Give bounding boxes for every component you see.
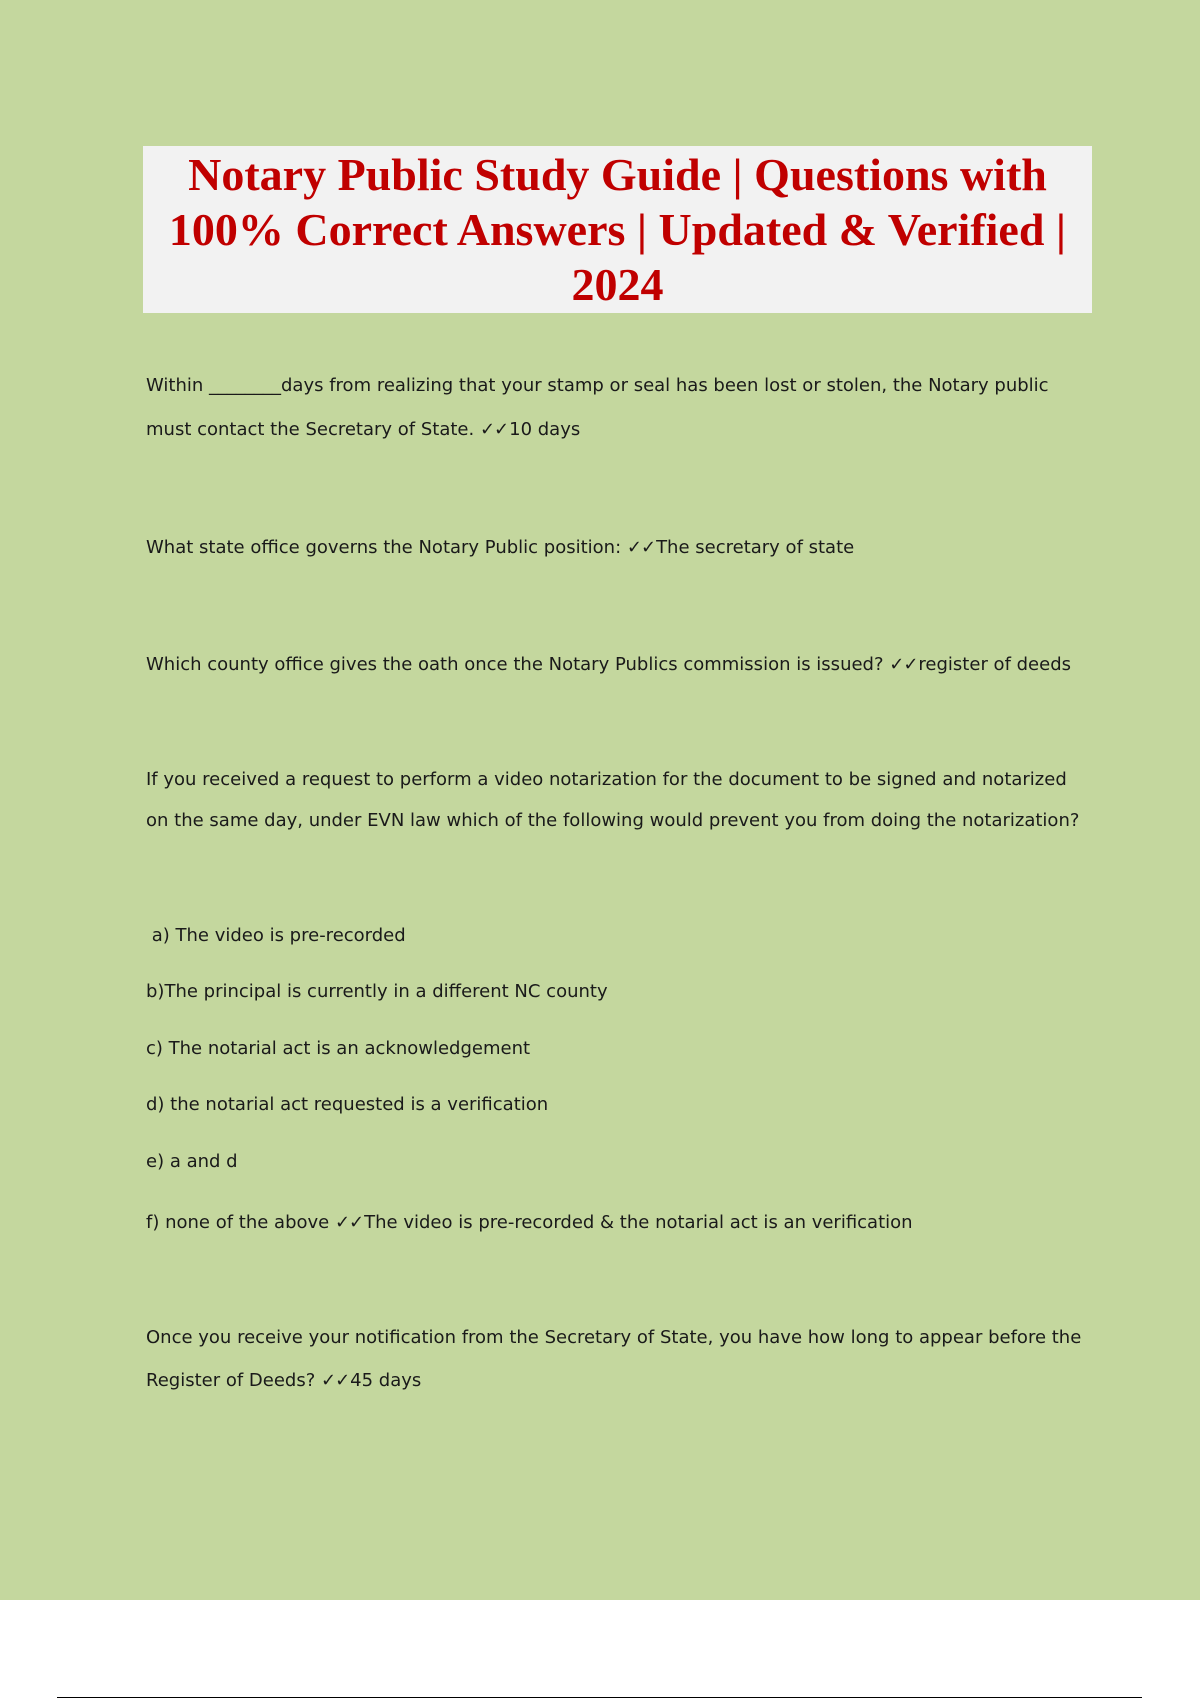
question-5-text: Register of Deeds? (146, 1370, 321, 1391)
question-1-line-2 (146, 419, 580, 440)
question-2-text: What state office governs the Notary Public position: (146, 537, 627, 558)
question-1-answer: 10 days (509, 419, 581, 440)
check-icon: ✓✓ (321, 1370, 350, 1391)
question-5-line-1: Once you receive your notification from the Secretary of State, you have how long to appear before the (146, 1327, 1082, 1348)
option-f-text: f) none of the above (146, 1212, 335, 1233)
question-3-line-1 (146, 654, 1071, 675)
footer-divider (57, 1697, 1142, 1698)
option-f (146, 1212, 913, 1233)
question-1-line-1: Within ________days from realizing that your stamp or seal has been lost or stolen, the Notary public (146, 375, 1049, 396)
check-icon: ✓✓ (334, 1212, 364, 1233)
question-4-line-1: If you received a request to perform a video notarization for the document to be signed and notarized (146, 769, 1067, 790)
check-icon: ✓✓ (626, 537, 656, 558)
document-title: Notary Public Study Guide | Questions with 100% Correct Answers | Updated & Verified | 2024 (168, 149, 1067, 310)
question-3-answer: register of deeds (918, 654, 1072, 675)
option-a: a) The video is pre-recorded (146, 925, 406, 946)
question-4-line-2: on the same day, under EVN law which of the following would prevent you from doing the notarization? (146, 810, 1080, 831)
question-3-text: Which county office gives the oath once the Notary Publics commission is issued? (146, 654, 890, 675)
check-icon: ✓✓ (479, 419, 509, 440)
check-icon: ✓✓ (889, 654, 918, 675)
option-e: e) a and d (146, 1151, 238, 1172)
option-d: d) the notarial act requested is a verification (146, 1094, 549, 1115)
question-2-answer: The secretary of state (656, 537, 855, 558)
question-5-answer: 45 days (350, 1370, 422, 1391)
question-1-text: must contact the Secretary of State. (146, 419, 480, 440)
title-box (143, 146, 1092, 313)
option-c: c) The notarial act is an acknowledgement (146, 1038, 531, 1059)
question-5-line-2 (146, 1370, 421, 1391)
option-b: b)The principal is currently in a different NC county (146, 981, 608, 1002)
question-2-line-1 (146, 537, 854, 558)
question-4-answer: The video is pre-recorded & the notarial act is an verification (364, 1212, 913, 1233)
